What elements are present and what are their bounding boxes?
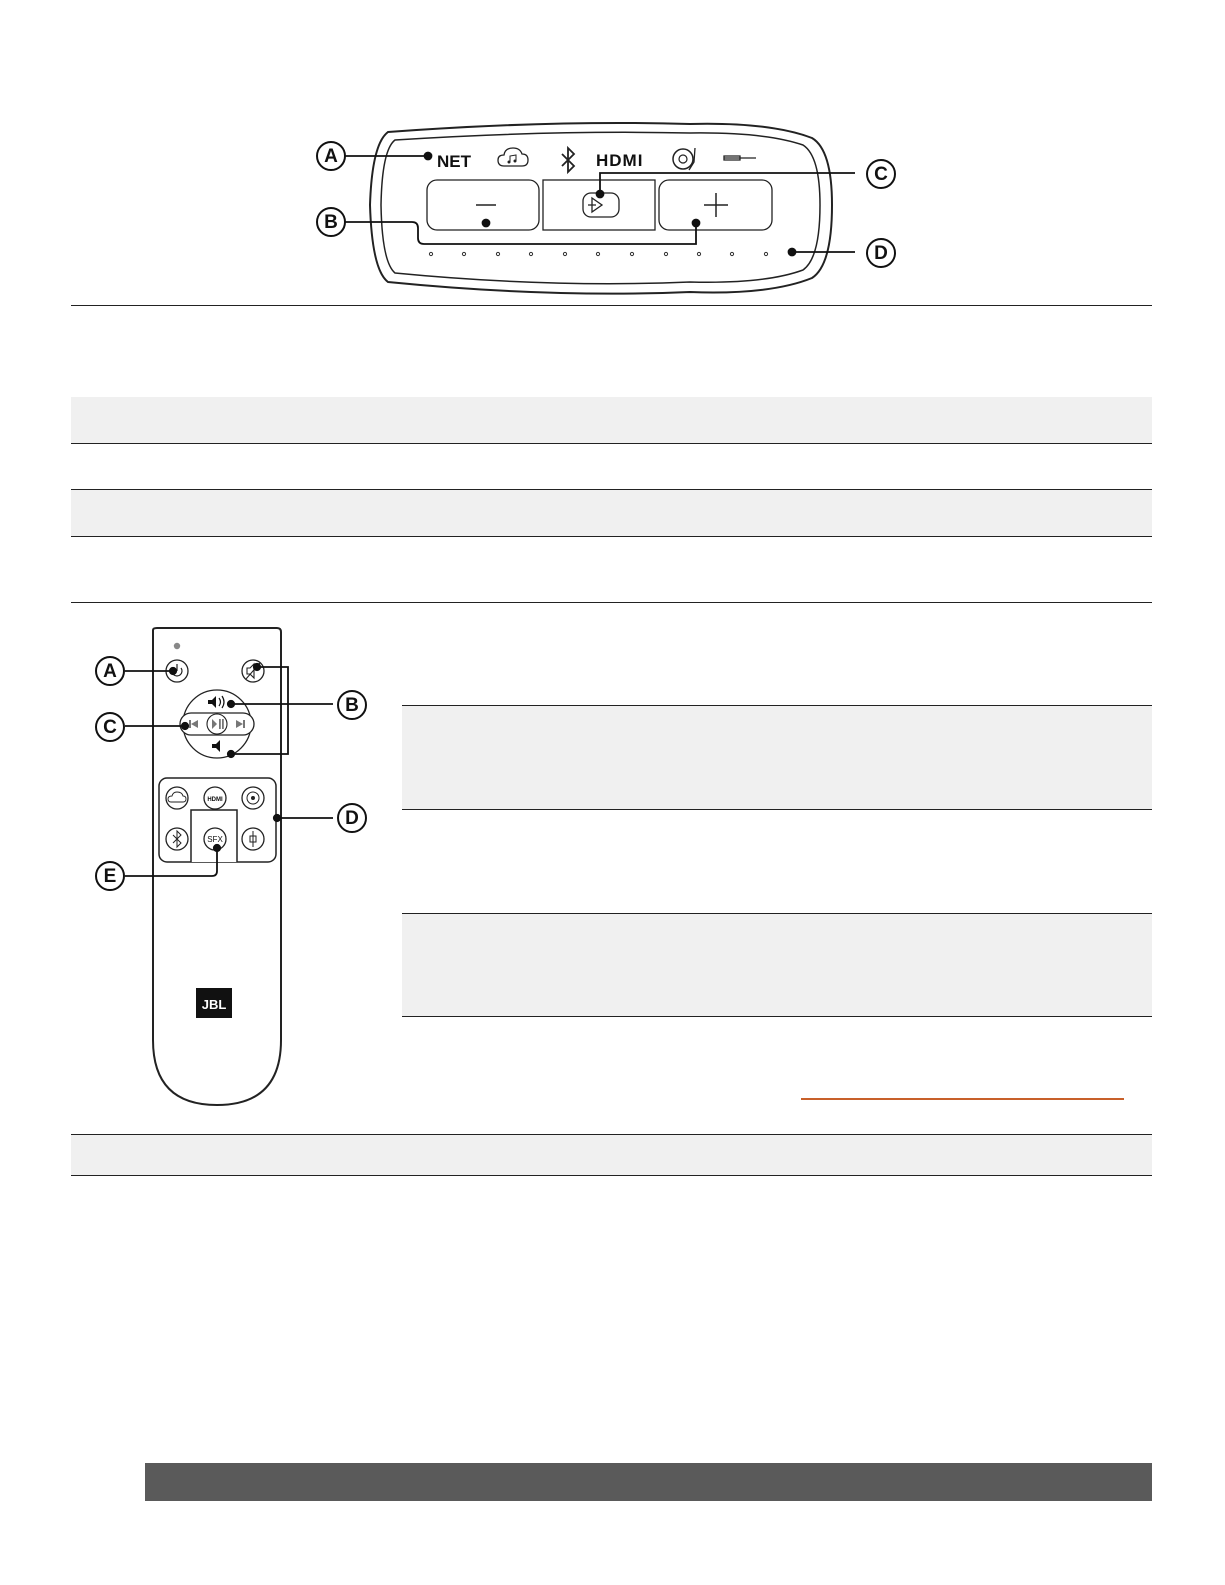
remote-callout-e: E: [95, 861, 125, 891]
source-button[interactable]: [543, 180, 655, 230]
table-rule: [71, 443, 1152, 444]
remote-mute-button[interactable]: [242, 660, 264, 682]
table-row-shaded: [71, 490, 1152, 536]
panel-callout-a: A: [316, 141, 346, 171]
jbl-logo-text: JBL: [201, 997, 227, 1012]
remote-net-button[interactable]: [166, 787, 188, 809]
play-pause-icon[interactable]: [207, 714, 227, 734]
remote-illustration: [85, 620, 385, 1110]
remote-callout-d: D: [337, 803, 367, 833]
svg-text:SFX: SFX: [207, 835, 223, 844]
remote-led: [174, 643, 180, 649]
subtable-rule: [402, 913, 1152, 914]
remote-callout-c: C: [95, 712, 125, 742]
remote-aux-button[interactable]: [242, 828, 264, 850]
hdmi-label: HDMI: [596, 151, 644, 170]
subtable-row-shaded: [402, 913, 1152, 1016]
panel-callout-b: B: [316, 207, 346, 237]
remote-callout-a: A: [95, 656, 125, 686]
net-label: NET: [437, 152, 471, 171]
table-row-shaded: [71, 397, 1152, 443]
subtable-rule: [402, 1016, 1152, 1017]
remote-bluetooth-button[interactable]: [166, 828, 188, 850]
table-row-shaded: [71, 1135, 1152, 1175]
hyperlink-underline[interactable]: [801, 1098, 1124, 1100]
table-rule: [71, 489, 1152, 490]
remote-turntable-button[interactable]: [242, 787, 264, 809]
table-rule: [71, 602, 1152, 603]
remote-hdmi-button[interactable]: [204, 787, 226, 809]
subtable-rule: [402, 809, 1152, 810]
subtable-row-shaded: [402, 706, 1152, 809]
svg-text:HDMI: HDMI: [207, 797, 223, 803]
table-rule: [71, 1175, 1152, 1176]
panel-callout-d: D: [866, 238, 896, 268]
table-rule: [71, 536, 1152, 537]
remote-callout-b: B: [337, 690, 367, 720]
page-footer-bar: [145, 1463, 1152, 1501]
panel-callout-c: C: [866, 159, 896, 189]
control-panel-illustration: [300, 110, 920, 310]
table-rule-top: [71, 305, 1152, 306]
